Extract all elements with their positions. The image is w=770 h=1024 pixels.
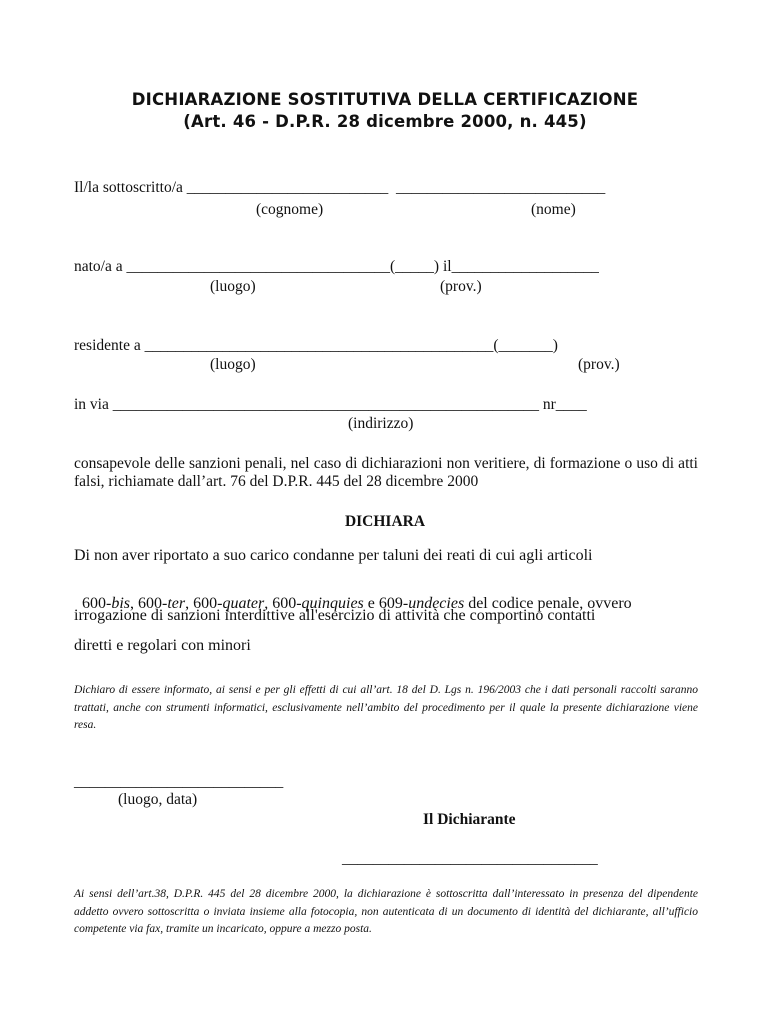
decl-part: del codice penale, ovvero [464, 595, 632, 612]
decl-part-italic: quinquies [301, 595, 364, 612]
decl-part-italic: bis [111, 595, 130, 612]
nome-label: (nome) [531, 201, 576, 218]
declaration-line-3: irrogazione di sanzioni interdittive all'esercizio di attività che comportino contatti [74, 607, 596, 624]
decl-part-italic: undecies [408, 595, 465, 612]
residente-prov-label: (prov.) [578, 356, 620, 373]
declaration-line-1: Di non aver riportato a suo carico condanne per taluni dei reati di cui agli articoli [74, 547, 593, 564]
via-field-line: in via _______________________________________________________ nr____ [74, 396, 587, 413]
footer-note: Ai sensi dell’art.38, D.P.R. 445 del 28 dicembre 2000, la dichiarazione è sottoscritta dall’interessato in presenza del dipendente addetto ovvero sottoscritta o inviata insieme alla fotocopia, non autenticata di un documento di identità del dichiarante, all’ufficio competente via fax, tramite un incaricato, oppure a mezzo posta. [74, 888, 698, 935]
privacy-note: Dichiaro di essere informato, ai sensi e per gli effetti di cui all’art. 18 del D. Lgs n. 196/2003 che i dati personali raccolti saranno trattati, anche con strumenti informatici, esclusivamente nell’ambito del procedimento per il quale la presente dichiarazione viene resa. [74, 684, 698, 731]
decl-part: , 600- [185, 595, 223, 612]
nato-luogo-label: (luogo) [210, 278, 256, 295]
dichiara-heading: DICHIARA [344, 513, 426, 530]
residente-luogo-label: (luogo) [210, 356, 256, 373]
declarant-signature-line: _________________________________ [342, 850, 598, 867]
cognome-label: (cognome) [256, 201, 324, 218]
place-date-line: ___________________________ [74, 773, 284, 790]
residente-field-line: residente a _____________________________________________(_______) [74, 337, 558, 354]
declarant-label: Il Dichiarante [423, 811, 516, 828]
decl-part: , 600- [264, 595, 302, 612]
nato-field-line: nato/a a __________________________________(_____) il___________________ [74, 258, 599, 275]
sottoscritto-field-line: Il/la sottoscritto/a __________________________ ___________________________ [74, 179, 606, 196]
nato-prov-label: (prov.) [440, 278, 482, 295]
consapevole-paragraph: consapevole delle sanzioni penali, nel caso di dichiarazioni non veritiere, di formazione o uso di atti falsi, richiamate dall’art. 76 del D.P.R. 445 del 28 dicembre 2000 [74, 455, 698, 490]
decl-part: 600- [82, 595, 112, 612]
document-title-line1: DICHIARAZIONE SOSTITUTIVA DELLA CERTIFICAZIONE [131, 90, 639, 109]
place-date-label: (luogo, data) [118, 791, 198, 808]
indirizzo-label: (indirizzo) [348, 415, 414, 432]
decl-part-italic: ter [167, 595, 186, 612]
decl-part-italic: quater [222, 595, 265, 612]
decl-part: , 600- [130, 595, 168, 612]
decl-part: e 609- [363, 595, 409, 612]
document-title-line2: (Art. 46 - D.P.R. 28 dicembre 2000, n. 445) [183, 112, 587, 131]
declaration-line-4: diretti e regolari con minori [74, 637, 251, 654]
